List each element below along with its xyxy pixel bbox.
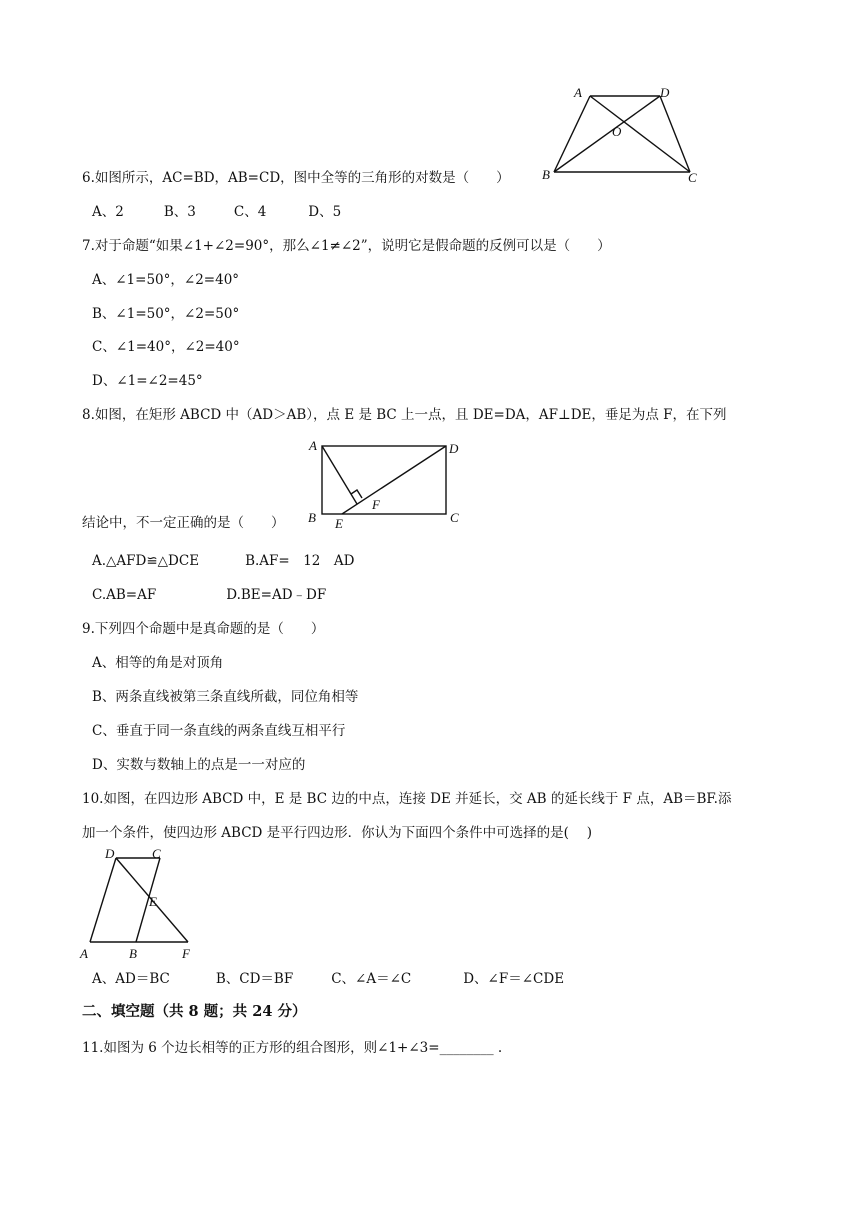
q7-option-b: B、∠1=50°，∠2=50° <box>92 306 240 322</box>
q11-stem: 11.如图为 6 个边长相等的正方形的组合图形，则∠1+∠3=________ . <box>82 1040 503 1056</box>
q8-stem-line2: 结论中，不一定正确的是（ ） <box>82 515 285 531</box>
q10-stem-line2: 加一个条件，使四边形 ABCD 是平行四边形．你认为下面四个条件中可选择的是( ) <box>82 825 592 841</box>
q10-option-d: D、∠F＝∠CDE <box>463 971 565 987</box>
q6-option-d: D、5 <box>308 204 342 220</box>
q7-option-c: C、∠1=40°，∠2=40° <box>92 339 240 355</box>
q8-option-b: B.AF= 12 AD <box>245 553 355 569</box>
q7-stem: 7.对于命题“如果∠1+∠2=90°，那么∠1≠∠2”，说明它是假命题的反例可以是（ ） <box>82 238 611 254</box>
q8-label-A: A <box>309 438 317 453</box>
q9-option-b: B、两条直线被第三条直线所截，同位角相等 <box>92 689 359 705</box>
q8-label-D: D <box>449 441 459 456</box>
q10-stem-line1: 10.如图，在四边形 ABCD 中，E 是 BC 边的中点，连接 DE 并延长，交 AB 的延长线于 F 点，AB＝BF.添 <box>82 791 732 807</box>
q10-option-b: B、CD＝BF <box>215 971 294 987</box>
q6-label-C: C <box>688 170 697 185</box>
q10-label-E: E <box>149 894 157 909</box>
q8-label-B: B <box>308 510 316 525</box>
q10-options <box>92 970 564 988</box>
q8-option-d: D.BE=AD﹣DF <box>226 587 327 603</box>
q10-label-A: A <box>80 946 88 961</box>
q10-label-B: B <box>129 946 137 961</box>
q6-figure <box>536 80 716 190</box>
q8-options-row1 <box>92 552 354 570</box>
q10-option-a: A、AD＝BC <box>92 971 170 987</box>
q8-option-c: C.AB=AF <box>92 587 157 603</box>
q6-option-a: A、2 <box>92 204 124 220</box>
q7-option-d: D、∠1=∠2=45° <box>92 373 203 389</box>
q8-label-C: C <box>450 510 459 525</box>
q6-label-D: D <box>660 85 670 100</box>
q10-label-C: C <box>152 846 161 861</box>
q9-stem: 9.下列四个命题中是真命题的是（ ） <box>82 621 325 637</box>
q6-label-A: A <box>574 85 582 100</box>
q7-option-a: A、∠1=50°，∠2=40° <box>92 272 240 288</box>
q9-option-d: D、实数与数轴上的点是一一对应的 <box>92 757 306 773</box>
q10-option-c: C、∠A＝∠C <box>331 971 412 987</box>
q8-label-E: E <box>335 516 343 531</box>
q9-option-a: A、相等的角是对顶角 <box>92 655 224 671</box>
q6-stem: 6.如图所示，AC=BD，AB=CD，图中全等的三角形的对数是（ ） <box>82 170 510 186</box>
q9-option-c: C、垂直于同一条直线的两条直线互相平行 <box>92 723 346 739</box>
q6-label-B: B <box>542 167 550 182</box>
q6-option-b: B、3 <box>163 204 196 220</box>
q10-label-F: F <box>182 946 190 961</box>
q10-label-D: D <box>105 846 115 861</box>
q8-figure <box>300 434 475 534</box>
q8-options-row2 <box>92 586 326 604</box>
q8-label-F: F <box>372 497 380 512</box>
section2-heading: 二、填空题（共 8 题；共 24 分） <box>82 1003 307 1020</box>
q8-option-a: A.△AFD≌△DCE <box>92 553 200 569</box>
q6-label-O: O <box>612 124 622 139</box>
q8-stem-line1: 8.如图，在矩形 ABCD 中（AD＞AB），点 E 是 BC 上一点，且 DE=DA，AF⊥DE，垂足为点 F，在下列 <box>82 407 727 423</box>
q10-figure <box>76 844 206 964</box>
q6-options <box>92 203 341 221</box>
q6-option-c: C、4 <box>233 204 267 220</box>
